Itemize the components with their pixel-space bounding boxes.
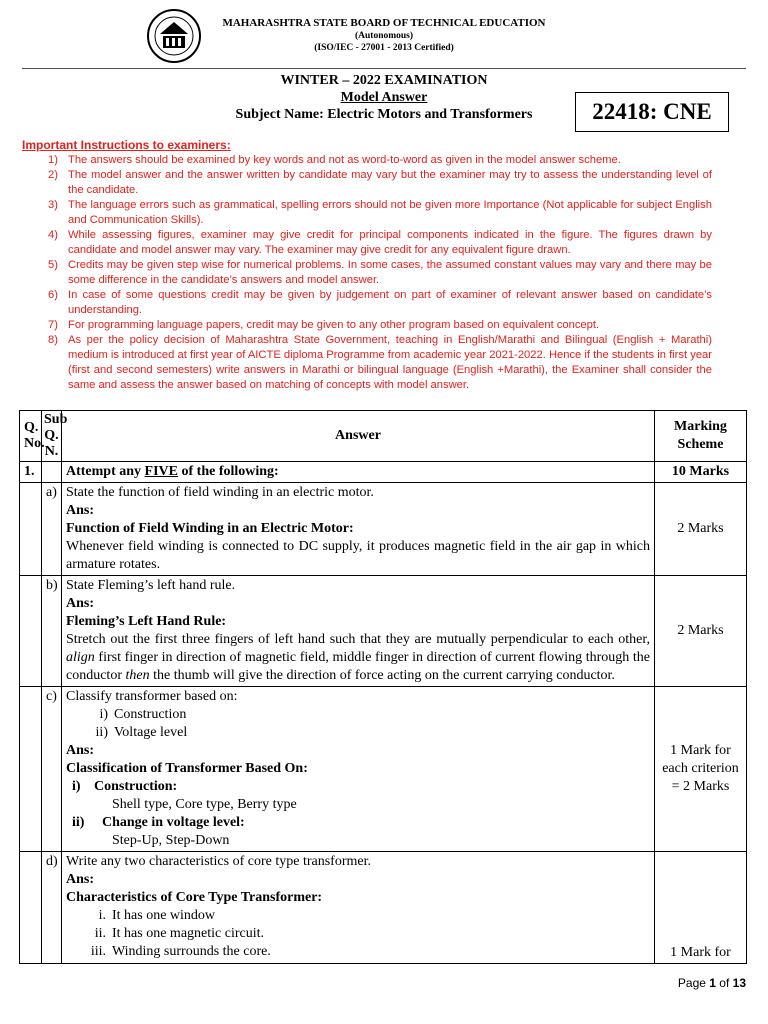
question-text: State Fleming’s left hand rule. [66,578,236,593]
ans-label: Ans: [66,596,95,611]
instruction-item [22,168,712,198]
sub-heading: i) Construction: [72,779,178,794]
table-row [20,462,747,483]
instruction-text: The model answer and the answer written by candidate may vary but the examiner may try to assess the understanding level of the candidate. [68,169,712,196]
sub-heading: ii) Change in voltage level: [72,815,245,830]
marks-cell: 2 Marks [655,576,747,687]
document-header [0,0,768,68]
sub-body: Step-Up, Step-Down [112,833,230,848]
answer-cell [62,687,655,852]
answer-body: Whenever field winding is connected to DC supply, it produces magnetic field in the air gap in which armature rotates. [66,539,650,572]
answer-body: Stretch out the first three fingers of left hand such that they are mutually perpendicular to each other, align first finger in direction of magnetic field, middle finger in direction of current flowing through the conductor then the thumb will give the direction of force acting on the current carrying conductor. [66,632,650,683]
header-subq: Sub Q. N. [42,411,62,462]
instruction-text: As per the policy decision of Maharashtra State Government, teaching in English/Marathi and Bilingual (English + Marathi) medium is introduced at first year of AICTE diploma Programme from academic year 2021-2022. Hence if the students in first year (first and second semesters) write answers in Marathi or bilingual language (English +Marathi), the Examiner shall consider the same and assess the answer based on matching of concepts with model answer. [68,334,712,391]
header-divider [22,68,746,69]
table-row [20,687,747,852]
answer-heading: Classification of Transformer Based On: [66,761,308,776]
answer-cell [62,483,655,576]
answer-cell [62,852,655,964]
subq-label: d) [42,852,62,964]
table-row [20,483,747,576]
answer-table [19,410,747,964]
list-item: iii. Winding surrounds the core. [90,944,271,959]
marks-cell: 2 Marks [655,483,747,576]
table-header-row [20,411,747,462]
instructions-title: Important Instructions to examiners: [22,138,231,152]
subject-name: Subject Name: Electric Motors and Transformers [235,107,533,122]
option-item: i) Construction [99,707,187,722]
subject-code-box: 22418: CNE [575,92,729,132]
list-item: ii. It has one magnetic circuit. [94,926,264,941]
board-name-block [208,16,560,54]
instruction-text: While assessing figures, examiner may give credit for principal components indicated in the figure. The figures drawn by candidate and model answer may vary. The examiner may give credit for any equivalent figure drawn. [68,229,712,256]
question-marks: 10 Marks [655,462,747,483]
option-item: ii) Voltage level [95,725,188,740]
table-row [20,852,747,964]
answer-cell [62,576,655,687]
instruction-text: For programming language papers, credit may be given to any other program based on equivalent concept. [68,319,600,331]
instruction-number: 4) [48,229,58,241]
subq-label: b) [42,576,62,687]
instruction-item [22,228,712,258]
instruction-text: In case of some questions credit may be given by judgement on part of examiner of relevant answer based on candidate’s understanding. [68,289,712,316]
instruction-number: 5) [48,259,58,271]
certification-label: (ISO/IEC - 27001 - 2013 Certified) [314,43,454,53]
list-item: i. It has one window [98,908,216,923]
header-qno: Q. No. [20,411,42,462]
model-answer-label: Model Answer [340,90,428,105]
question-text: Classify transformer based on: [66,689,238,704]
instructions-list [22,153,712,393]
instruction-number: 2) [48,169,58,181]
instruction-text: Credits may be given step wise for numerical problems. In some cases, the assumed constant values may vary and there may be some difference in the candidate’s answers and model answer. [68,259,712,286]
question-text: State the function of field winding in an electric motor. [66,485,374,500]
page-number: Page 1 of 13 [677,976,746,990]
instruction-number: 1) [48,154,58,166]
board-name: MAHARASHTRA STATE BOARD OF TECHNICAL EDUCATION [222,17,546,29]
question-number: 1. [20,462,42,483]
instruction-number: 6) [48,289,58,301]
instruction-number: 7) [48,319,58,331]
exam-title-block [200,72,568,123]
question-text: Write any two characteristics of core type transformer. [66,854,371,869]
instruction-text: The answers should be examined by key words and not as word-to-word as given in the model answer scheme. [68,154,621,166]
marks-cell: 1 Mark for each criterion = 2 Marks [655,687,747,852]
autonomous-label: (Autonomous) [354,31,414,41]
msbte-logo [146,8,202,64]
header-marking: Marking Scheme [655,411,747,462]
instruction-item [22,288,712,318]
instruction-item [22,153,712,168]
table-row [20,576,747,687]
instruction-item [22,258,712,288]
instruction-text: The language errors such as grammatical, spelling errors should not be given more Importance (Not applicable for subject English and Communication Skills). [68,199,712,226]
answer-heading: Characteristics of Core Type Transformer: [66,890,323,905]
header-answer: Answer [62,411,655,462]
subq-label: a) [42,483,62,576]
instruction-item [22,198,712,228]
answer-heading: Function of Field Winding in an Electric Motor: [66,521,354,536]
sub-body: Shell type, Core type, Berry type [112,797,297,812]
ans-label: Ans: [66,872,95,887]
subq-label: c) [42,687,62,852]
examiner-instructions [22,138,712,393]
ans-label: Ans: [66,503,95,518]
instruction-number: 3) [48,199,58,211]
instruction-item [22,318,712,333]
ans-label: Ans: [66,743,95,758]
instruction-item [22,333,712,393]
instruction-number: 8) [48,334,58,346]
answer-heading: Fleming’s Left Hand Rule: [66,614,227,629]
question-prompt: Attempt any FIVE of the following: [62,462,655,483]
marks-cell: 1 Mark for [655,852,747,964]
exam-title: WINTER – 2022 EXAMINATION [280,73,488,88]
